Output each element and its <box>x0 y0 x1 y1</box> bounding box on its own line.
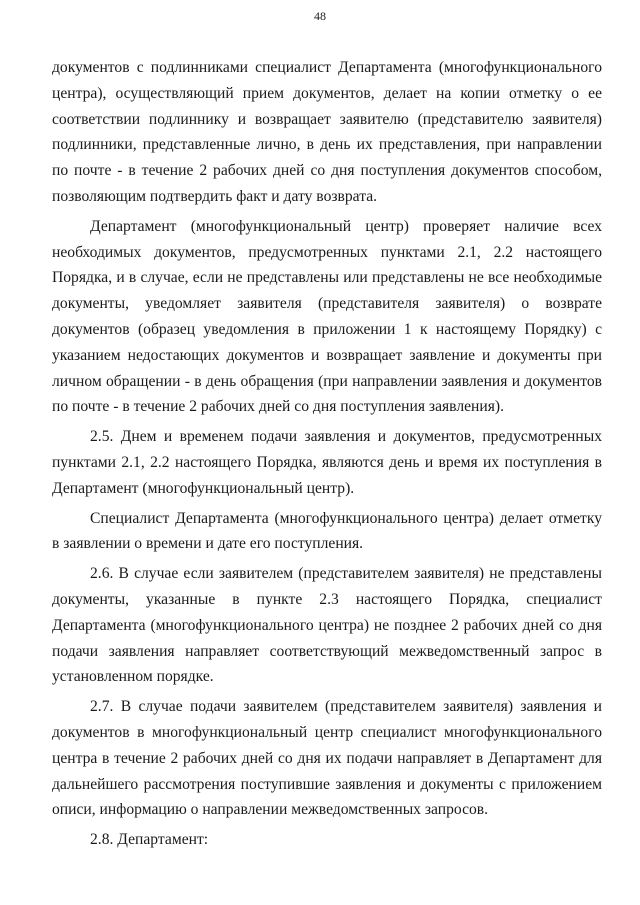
paragraph-2-5: 2.5. Днем и временем подачи заявления и документов, предусмотренных пунктами 2.1, 2.2 настоящего Порядка, являются день и время их поступления в Департамент (многофункциональный центр). <box>52 428 602 497</box>
page-number: 48 <box>314 9 326 23</box>
paragraph-2-6: 2.6. В случае если заявителем (представителем заявителя) не представлены документы, указанные в пункте 2.3 настоящего Порядка, специалист Департамента (многофункционального центра) не позднее 2 рабочих дней со дня подачи заявления направляет соответствующий межведомственный запрос в установленном порядке. <box>52 565 602 686</box>
paragraph-specialist-note: Специалист Департамента (многофункционального центра) делает отметку в заявлении о времени и дате его поступления. <box>52 509 602 553</box>
paragraph-2-8: 2.8. Департамент: <box>90 831 209 849</box>
paragraph-2-7: 2.7. В случае подачи заявителем (представителем заявителя) заявления и документов в многофункциональный центр специалист многофункционального центра в течение 2 рабочих дней со дня их подачи направляет в Департамент для дальнейшего рассмотрения поступившие заявления и документы с приложением описи, информацию о направлении межведомственных запросов. <box>52 698 602 819</box>
paragraph-document-return: документов с подлинниками специалист Департамента (многофункционального центра), осуществляющий прием документов, делает на копии отметку о ее соответствии подлиннику и возвращает заявителю (представителю заявителя) подлинники, представленные лично, в день их представления, при направлении по почте - в течение 2 рабочих дней со дня поступления документов способом, позволяющим подтвердить факт и дату возврата. <box>52 59 602 205</box>
paragraph-department-check: Департамент (многофункциональный центр) проверяет наличие всех необходимых документов, предусмотренных пунктами 2.1, 2.2 настоящего Порядка, и в случае, если не представлены или представлены не все необходимые документы, уведомляет заявителя (представителя заявителя) о возврате документов (образец уведомления в приложении 1 к настоящему Порядку) с указанием недостающих документов и возвращает заявление и документы при личном обращении - в день обращения (при направлении заявления и документов по почте - в течение 2 рабочих дней со дня поступления заявления). <box>52 217 602 416</box>
document-body <box>52 55 602 853</box>
